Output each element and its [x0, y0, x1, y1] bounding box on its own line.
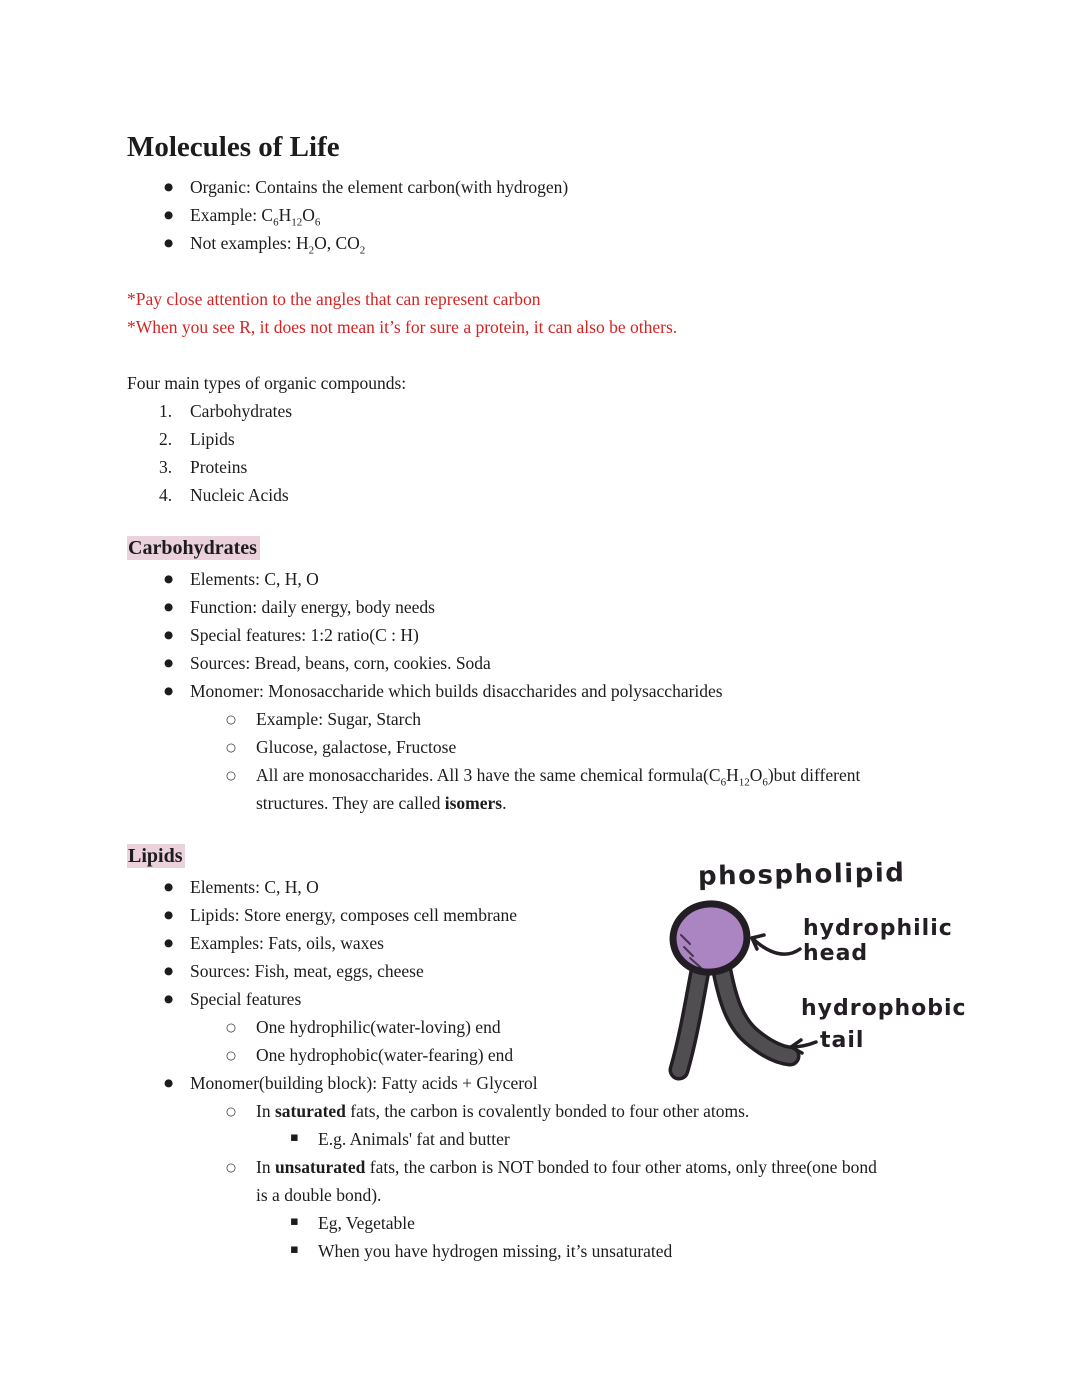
list-item — [190, 1097, 962, 1153]
figure-title: phospholipid — [697, 858, 906, 892]
intro-bullet-list — [127, 173, 962, 257]
highlighted-heading-text: Carbohydrates — [127, 536, 260, 560]
sub-bullet-text: One hydrophobic(water-fearing) end — [256, 1045, 514, 1065]
carbohydrates-bullet-list — [127, 565, 962, 817]
bullet-text: Sources: Fish, meat, eggs, cheese — [190, 961, 424, 981]
list-item — [127, 201, 962, 229]
sub-sub-bullet-text: When you have hydrogen missing, it’s unsaturated — [318, 1241, 673, 1261]
four-types-list — [127, 397, 962, 509]
sub-bullet-text: Glucose, galactose, Fructose — [256, 737, 457, 757]
highlighted-heading-text: Lipids — [127, 844, 185, 868]
list-item — [127, 677, 962, 817]
sub-bullet-text: ○ In unsaturated fats, the carbon is NOT bonded to four other atoms, only three(one bond is a double bond). — [256, 1157, 877, 1205]
numbered-item-text: Proteins — [190, 457, 248, 477]
list-item — [127, 649, 962, 677]
bullet-text: Elements: C, H, O — [190, 569, 319, 589]
list-item — [127, 173, 962, 201]
sub-bullet-text: One hydrophilic(water-loving) end — [256, 1017, 501, 1037]
four-types-heading: Four main types of organic compounds: — [127, 373, 407, 393]
list-item — [190, 1153, 962, 1265]
bullet-text: Special features: 1:2 ratio(C : H) — [190, 625, 419, 645]
bullet-text: Organic: Contains the element carbon(with hydrogen) — [190, 177, 569, 197]
document-body — [127, 118, 962, 1265]
list-item — [127, 425, 962, 453]
list-item — [256, 1125, 962, 1153]
red-note-1: *Pay close attention to the angles that can represent carbon — [127, 289, 541, 309]
sub-bullet-text: ○ In saturated fats, the carbon is covalently bonded to four other atoms. — [256, 1101, 750, 1121]
sub-bullet-text-formula: ○ All are monosaccharides. All 3 have the same chemical $formula(C_6H_{12}O_6)but$ different structures. They are called isomers. — [256, 765, 861, 813]
bullet-text: Elements: C, H, O — [190, 877, 319, 897]
red-note-2: *When you see R, it does not mean it’s for sure a protein, it can also be others. — [127, 317, 678, 337]
tail-label-line2: tail — [820, 1028, 865, 1053]
list-item — [127, 229, 962, 257]
numbered-item-text: Lipids — [190, 429, 235, 449]
list-item — [256, 1237, 962, 1265]
monomer-sub-list — [190, 1097, 962, 1265]
sub-bullet-text: Example: Sugar, Starch — [256, 709, 422, 729]
list-item — [127, 621, 962, 649]
bullet-text-formula: Not examples: $H_2O$, $CO_2$ — [190, 233, 366, 257]
list-item — [127, 481, 962, 509]
sub-sub-bullet-text: E.g. Animals' fat and butter — [318, 1129, 510, 1149]
numbered-item-text: Nucleic Acids — [190, 485, 289, 505]
list-item — [127, 453, 962, 481]
bullet-text: Lipids: Store energy, composes cell membrane — [190, 905, 518, 925]
list-item — [127, 593, 962, 621]
bullet-text: Special features — [190, 989, 302, 1009]
list-item — [127, 397, 962, 425]
list-item — [190, 705, 962, 733]
list-item — [190, 761, 962, 817]
unsaturated-sub-sub-list — [256, 1209, 962, 1265]
bullet-text-formula: Example: $C_6H_{12}O_6$ — [190, 205, 321, 229]
saturated-sub-sub-list — [256, 1125, 962, 1153]
bullet-text: Monomer(building block): Fatty acids + Glycerol — [190, 1073, 538, 1093]
head-label-line2: head — [803, 941, 869, 966]
page-title: Molecules of Life — [127, 131, 340, 163]
bullet-text: Sources: Bread, beans, corn, cookies. Soda — [190, 653, 491, 673]
monosaccharide-sub-list — [190, 705, 962, 817]
hydrophilic-head-shape — [669, 899, 752, 977]
list-item — [127, 1069, 962, 1265]
list-item — [127, 565, 962, 593]
section-heading-carbohydrates — [127, 535, 962, 561]
bullet-text: Examples: Fats, oils, waxes — [190, 933, 384, 953]
bullet-text: Monomer: Monosaccharide which builds disaccharides and polysaccharides — [190, 681, 723, 701]
phospholipid-figure — [648, 843, 968, 1091]
sub-sub-bullet-text: Eg, Vegetable — [318, 1213, 415, 1233]
tail-label-line1: hydrophobic — [801, 996, 967, 1021]
bullet-text: Function: daily energy, body needs — [190, 597, 435, 617]
head-label-line1: hydrophilic — [803, 916, 953, 941]
numbered-item-text: Carbohydrates — [190, 401, 293, 421]
list-item — [190, 733, 962, 761]
hydrophobic-tail-shape — [679, 971, 790, 1070]
list-item — [256, 1209, 962, 1237]
head-arrow-icon — [752, 935, 800, 954]
